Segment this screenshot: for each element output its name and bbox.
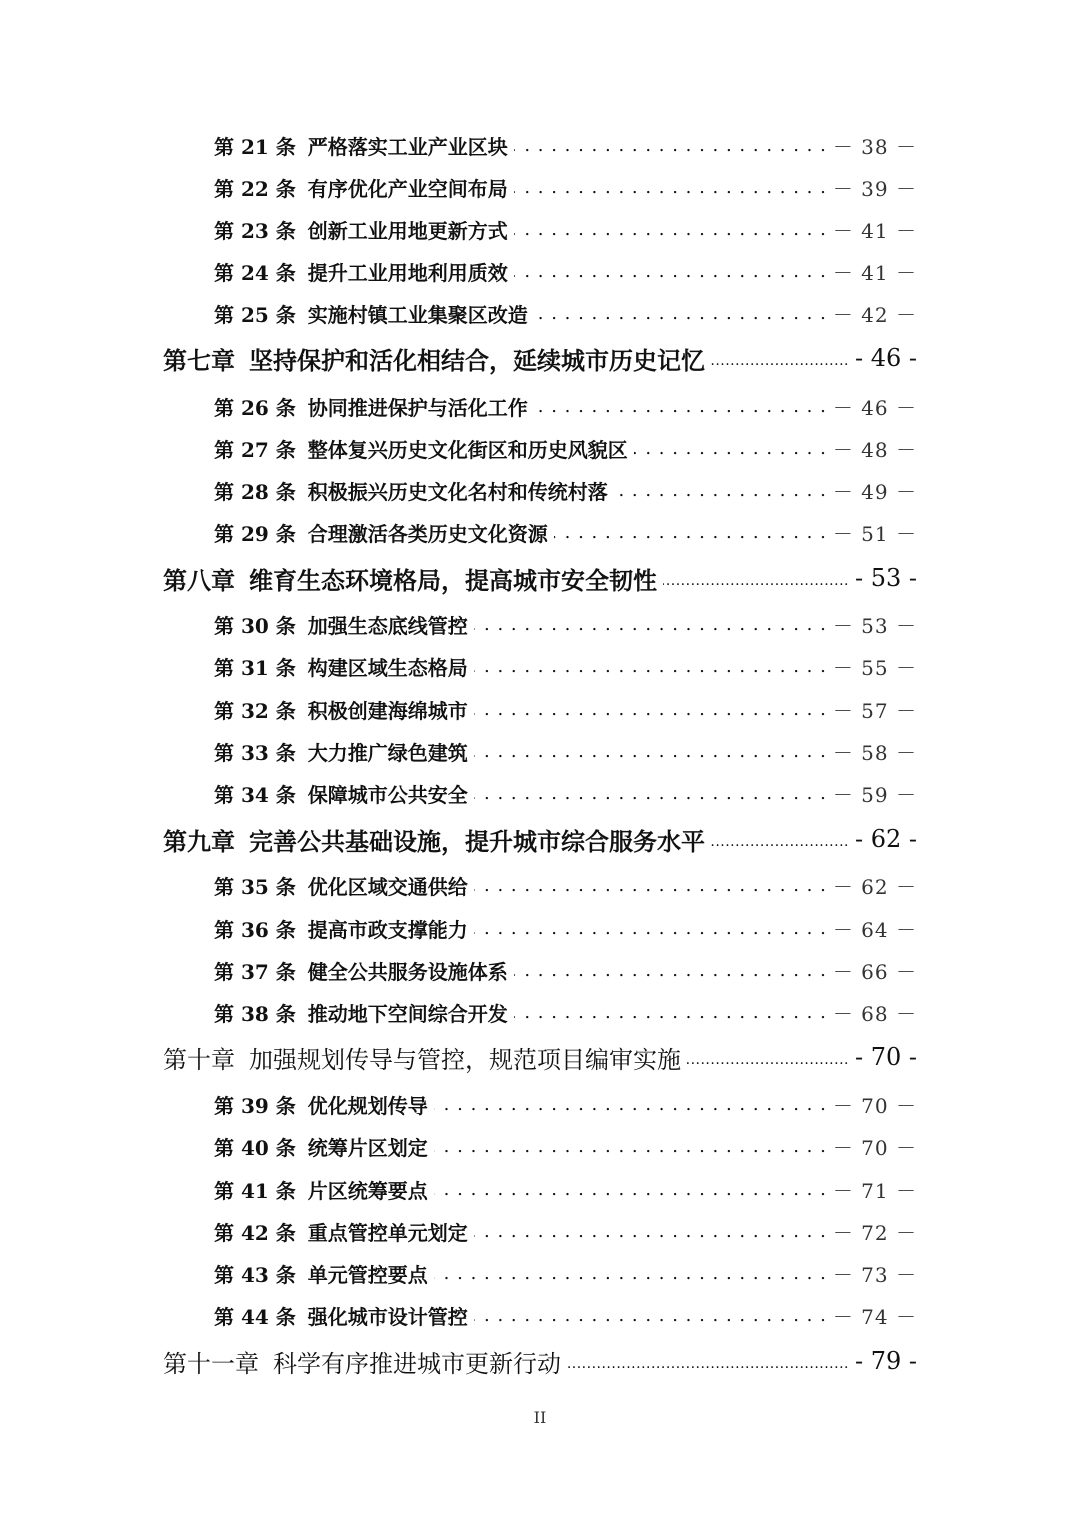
dot-leader [474,699,827,719]
page-ref: － 59 － [832,782,917,807]
page-ref: － 42 － [832,302,917,327]
toc-chapter-entry[interactable] [163,557,917,599]
article-number: 第 22 条 [214,176,296,201]
dot-leader [514,960,827,980]
article-title: 保障城市公共安全 [307,782,468,807]
dot-leader [711,827,849,851]
article-number: 第 27 条 [214,437,296,462]
article-title: 实施村镇工业集聚区改造 [307,302,528,327]
toc-chapter-entry[interactable] [163,1036,917,1078]
page-ref: － 64 － [832,917,917,942]
toc-article-entry[interactable] [214,1171,917,1207]
article-title: 协同推进保护与活化工作 [307,395,528,420]
dot-leader [474,918,827,938]
toc-chapter-entry[interactable] [163,1340,917,1382]
page-ref: － 41 － [832,218,917,243]
page-ref: － 57 － [832,698,917,723]
toc-article-entry[interactable] [214,648,917,684]
article-title: 重点管控单元划定 [307,1220,468,1245]
page-ref: － 55 － [832,655,917,680]
article-title: 单元管控要点 [307,1262,428,1287]
article-title: 加强生态底线管控 [307,613,468,638]
dot-leader [434,1094,827,1114]
article-number: 第 41 条 [214,1178,296,1203]
toc-article-entry[interactable] [214,910,917,946]
article-number: 第 32 条 [214,698,296,723]
article-title: 提升工业用地利用质效 [307,260,508,285]
article-number: 第 21 条 [214,134,296,159]
dot-leader [434,1263,827,1283]
page-number: II [533,1408,547,1427]
page-ref: － 62 － [832,874,917,899]
article-title: 提高市政支撑能力 [307,917,468,942]
toc-chapter-entry[interactable] [163,818,917,860]
dot-leader [434,1179,827,1199]
article-title: 积极创建海绵城市 [307,698,468,723]
article-title: 有序优化产业空间布局 [307,176,508,201]
dot-leader [711,346,849,370]
article-number: 第 33 条 [214,740,296,765]
toc-article-entry[interactable] [214,1213,917,1249]
page-ref: - 46 - [854,344,917,372]
page-ref: － 38 － [832,134,917,159]
toc-article-entry[interactable] [214,1128,917,1164]
chapter-number: 第八章 [163,565,235,595]
dot-leader [514,261,827,281]
article-title: 片区统筹要点 [307,1178,428,1203]
page-ref: － 41 － [832,260,917,285]
article-title: 统筹片区划定 [307,1135,428,1160]
article-number: 第 39 条 [214,1093,296,1118]
article-title: 优化规划传导 [307,1093,428,1118]
toc-article-entry[interactable] [214,1255,917,1291]
article-number: 第 42 条 [214,1220,296,1245]
dot-leader [687,1045,849,1069]
page-ref: - 79 - [854,1347,917,1375]
toc-article-entry[interactable] [214,211,917,247]
page-ref: － 49 － [832,479,917,504]
page-ref: - 53 - [854,564,917,592]
toc-article-entry[interactable] [214,691,917,727]
toc-article-entry[interactable] [214,867,917,903]
toc-article-entry[interactable] [214,994,917,1030]
toc-article-entry[interactable] [214,1086,917,1122]
article-title: 积极振兴历史文化名村和传统村落 [307,479,608,504]
dot-leader [474,783,827,803]
article-number: 第 44 条 [214,1304,296,1329]
article-title: 优化区域交通供给 [307,874,468,899]
page-ref: － 51 － [832,521,917,546]
page-ref: － 68 － [832,1001,917,1026]
toc-article-entry[interactable] [214,606,917,642]
dot-leader [534,303,827,323]
dot-leader [634,438,827,458]
dot-leader [614,480,827,500]
chapter-title: 完善公共基础设施，提升城市综合服务水平 [249,826,705,856]
toc-article-entry[interactable] [214,1297,917,1333]
page-ref: - 62 - [854,825,917,853]
toc-chapter-entry[interactable] [163,337,917,379]
page-ref: － 72 － [832,1220,917,1245]
toc-article-entry[interactable] [214,295,917,331]
article-title: 合理激活各类历史文化资源 [307,521,548,546]
toc-article-entry[interactable] [214,169,917,205]
chapter-title: 科学有序推进城市更新行动 [273,1349,561,1378]
toc-article-entry[interactable] [214,430,917,466]
dot-leader [567,1349,849,1373]
chapter-number: 第七章 [163,345,235,375]
page-ref: － 46 － [832,395,917,420]
article-number: 第 35 条 [214,874,296,899]
toc-article-entry[interactable] [214,472,917,508]
dot-leader [474,741,827,761]
article-number: 第 38 条 [214,1001,296,1026]
article-number: 第 24 条 [214,260,296,285]
dot-leader [663,566,849,590]
toc-article-entry[interactable] [214,952,917,988]
dot-leader [474,1305,827,1325]
article-title: 健全公共服务设施体系 [307,959,508,984]
chapter-title: 坚持保护和活化相结合，延续城市历史记忆 [249,345,705,375]
article-number: 第 40 条 [214,1135,296,1160]
dot-leader [474,875,827,895]
page-ref: － 74 － [832,1304,917,1329]
dot-leader [474,656,827,676]
article-number: 第 29 条 [214,521,296,546]
toc-article-entry[interactable] [214,127,917,163]
chapter-number: 第九章 [163,826,235,856]
article-number: 第 37 条 [214,959,296,984]
article-title: 构建区域生态格局 [307,655,468,680]
dot-leader [534,396,827,416]
toc-article-entry[interactable] [214,775,917,811]
toc-article-entry[interactable] [214,514,917,550]
dot-leader [514,219,827,239]
page-ref: - 70 - [854,1043,917,1071]
article-title: 严格落实工业产业区块 [307,134,508,159]
chapter-number: 第十一章 [163,1349,259,1378]
page-ref: － 70 － [832,1135,917,1160]
article-number: 第 34 条 [214,782,296,807]
page-ref: － 73 － [832,1262,917,1287]
dot-leader [514,135,827,155]
toc-article-entry[interactable] [214,733,917,769]
dot-leader [434,1136,827,1156]
article-number: 第 23 条 [214,218,296,243]
article-title: 创新工业用地更新方式 [307,218,508,243]
page-ref: － 48 － [832,437,917,462]
dot-leader [554,522,827,542]
page-ref: － 66 － [832,959,917,984]
page-ref: － 53 － [832,613,917,638]
article-number: 第 26 条 [214,395,296,420]
article-number: 第 43 条 [214,1262,296,1287]
article-number: 第 31 条 [214,655,296,680]
article-number: 第 28 条 [214,479,296,504]
dot-leader [474,1221,827,1241]
dot-leader [474,614,827,634]
article-number: 第 25 条 [214,302,296,327]
toc-article-entry[interactable] [214,253,917,289]
toc-article-entry[interactable] [214,388,917,424]
chapter-number: 第十章 [163,1045,235,1074]
article-number: 第 36 条 [214,917,296,942]
article-title: 整体复兴历史文化街区和历史风貌区 [307,437,628,462]
article-title: 推动地下空间综合开发 [307,1001,508,1026]
article-title: 大力推广绿色建筑 [307,740,468,765]
page-ref: － 39 － [832,176,917,201]
page-ref: － 71 － [832,1178,917,1203]
chapter-title: 加强规划传导与管控，规范项目编审实施 [249,1045,681,1074]
dot-leader [514,177,827,197]
page-ref: － 58 － [832,740,917,765]
article-number: 第 30 条 [214,613,296,638]
page-ref: － 70 － [832,1093,917,1118]
dot-leader [514,1002,827,1022]
article-title: 强化城市设计管控 [307,1304,468,1329]
chapter-title: 维育生态环境格局，提高城市安全韧性 [249,565,657,595]
